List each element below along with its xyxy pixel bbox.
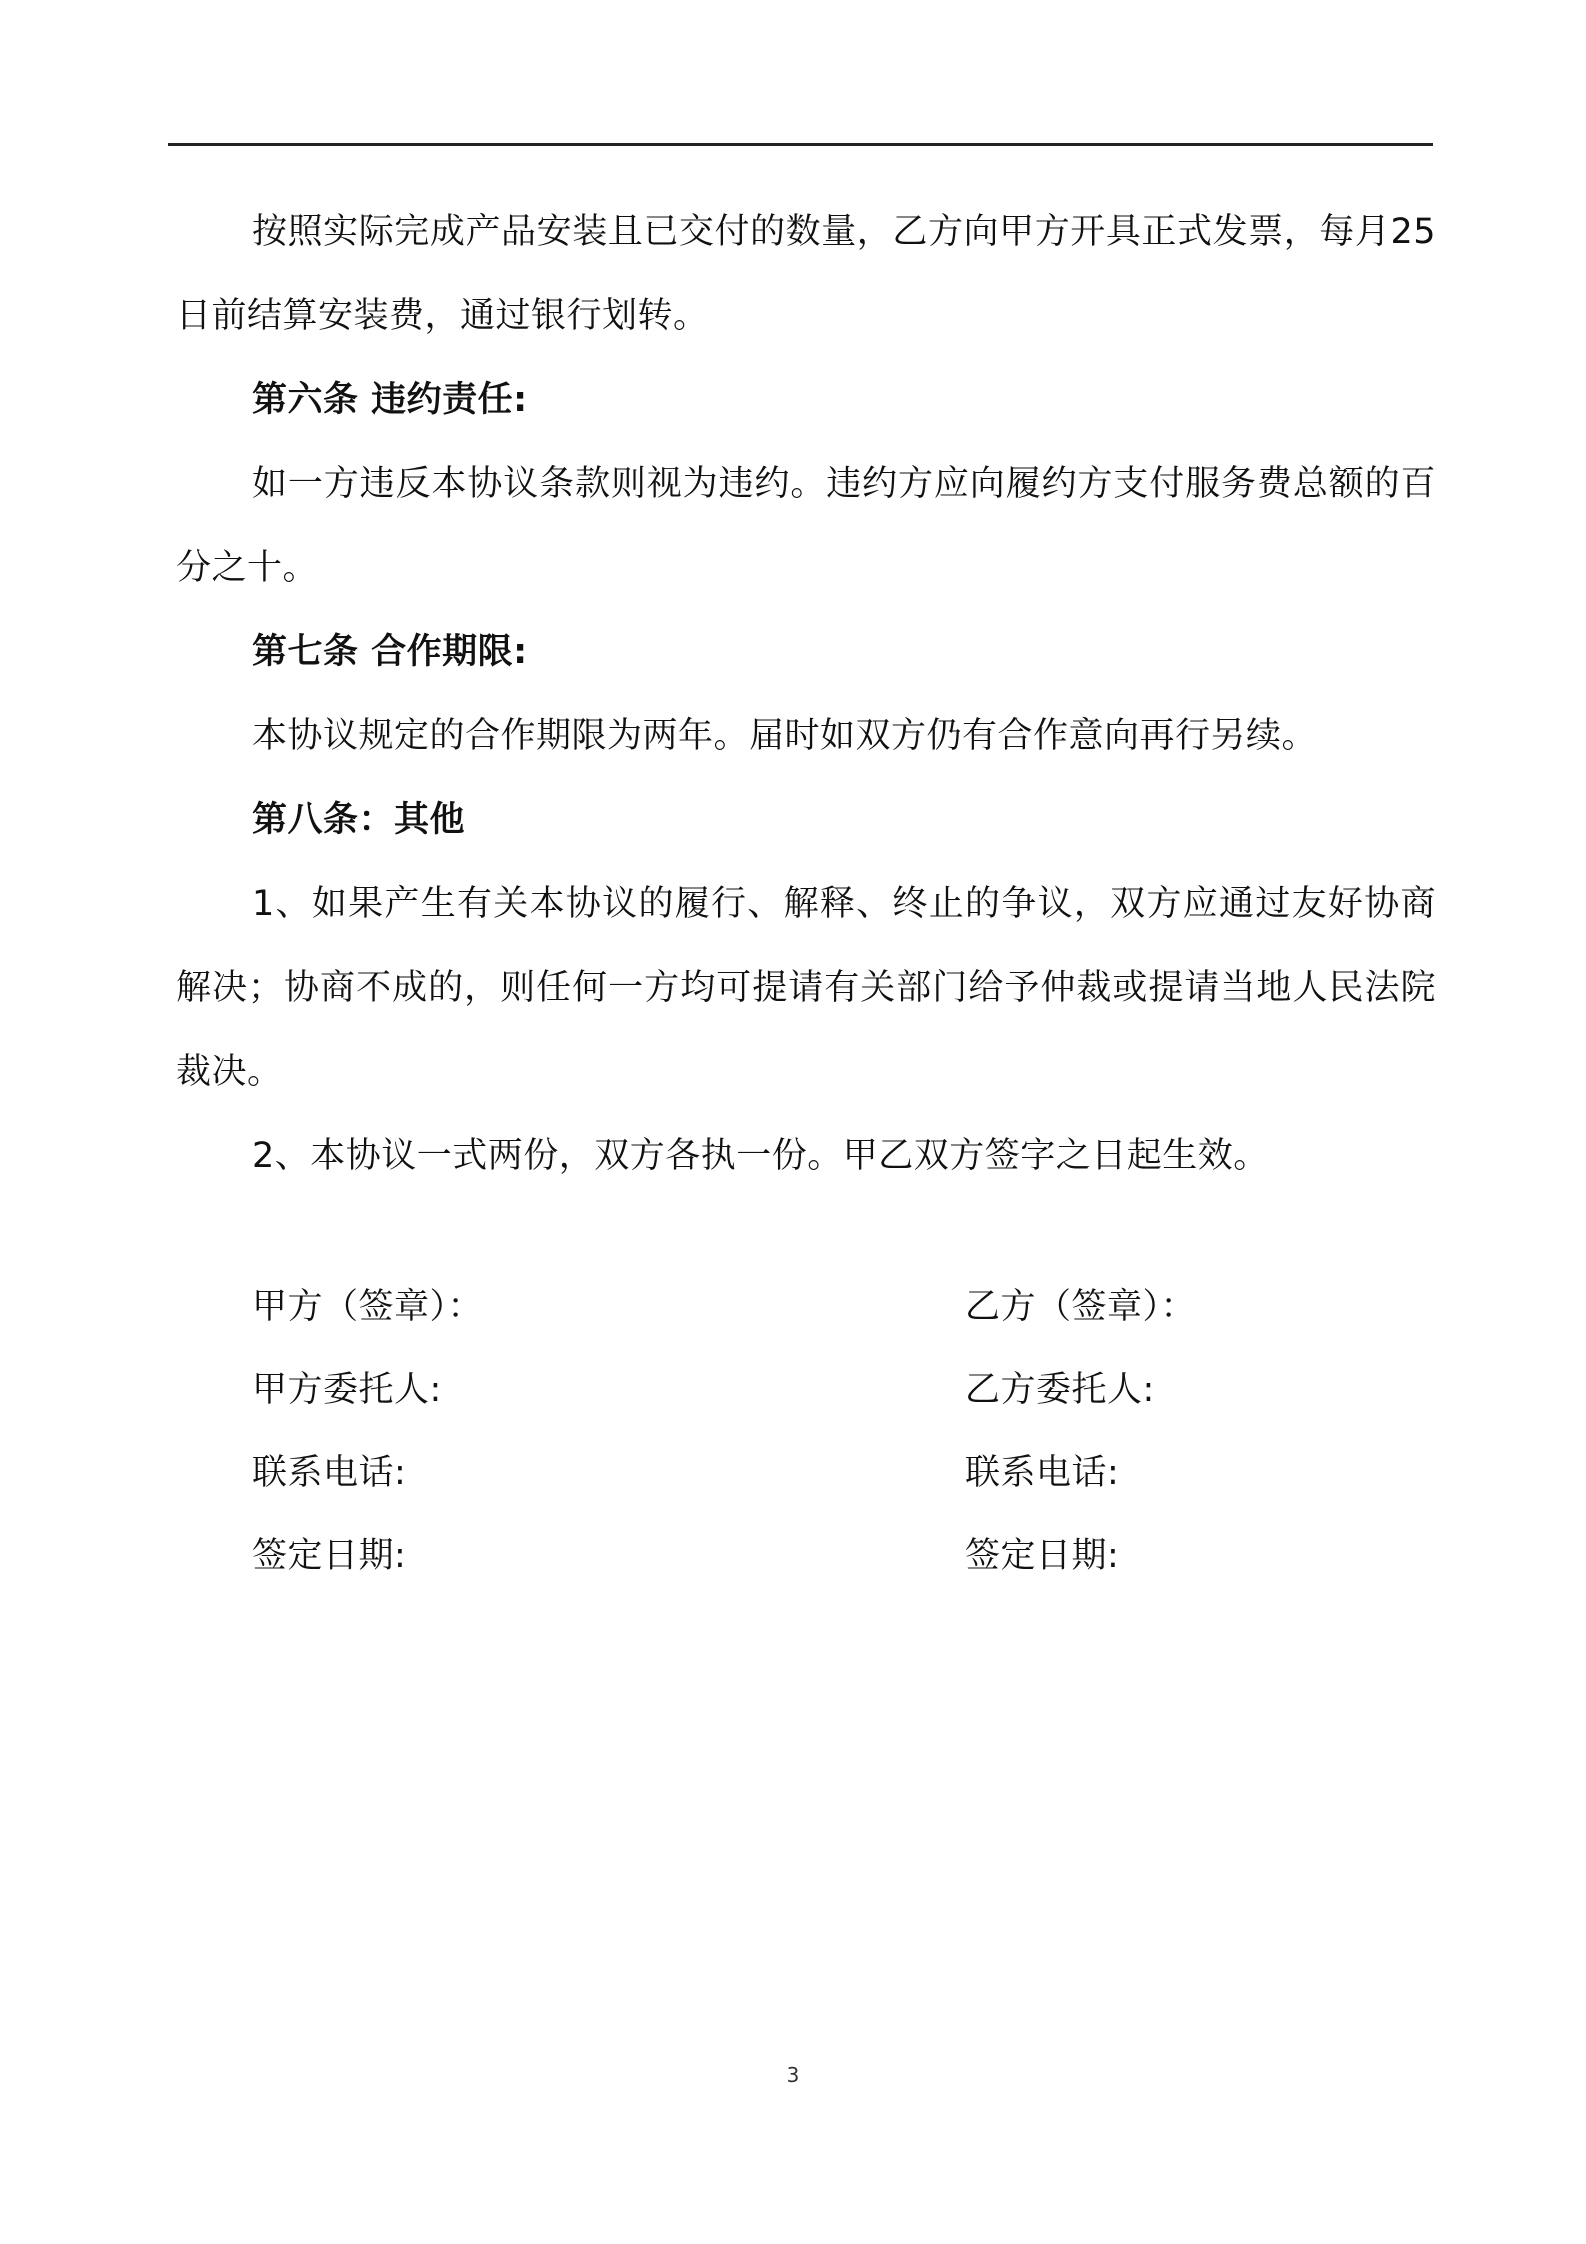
article-6-text: 如一方违反本协议条款则视为违约。违约方应向履约方支付服务费总额的百分之十。	[176, 464, 1436, 588]
article-7-text: 本协议规定的合作期限为两年。届时如双方仍有合作意向再行另续。	[252, 716, 1318, 756]
article-8-item-1: 1、如果产生有关本协议的履行、解释、终止的争议，双方应通过友好协商解决；协商不成的，则任何一方均可提请有关部门给予仲裁或提请当地人民法院裁决。	[176, 884, 1436, 1092]
article-8-item-2: 2、本协议一式两份，双方各执一份。甲乙双方签字之日起生效。	[252, 1136, 1269, 1176]
party-a-phone-label: 联系电话:	[252, 1453, 407, 1493]
article-8-heading: 第八条：其他	[252, 800, 466, 840]
article-6-heading: 第六条 违约责任:	[252, 380, 528, 420]
header-rule	[168, 143, 1433, 146]
party-a-date-label: 签定日期:	[252, 1536, 407, 1576]
party-b-date-label: 签定日期:	[965, 1536, 1120, 1576]
payment-clause: 按照实际完成产品安装且已交付的数量，乙方向甲方开具正式发票，每月25日前结算安装费，通过银行划转。	[176, 212, 1436, 336]
page-number: 3	[786, 2063, 800, 2087]
party-b-phone-label: 联系电话:	[965, 1453, 1120, 1493]
party-a-seal-label: 甲方（签章）：	[252, 1287, 484, 1327]
party-a-agent-label: 甲方委托人:	[252, 1370, 442, 1410]
party-b-seal-label: 乙方（签章）：	[965, 1287, 1197, 1327]
article-7-heading: 第七条 合作期限:	[252, 632, 528, 672]
contract-body	[176, 190, 1436, 1198]
party-b-agent-label: 乙方委托人:	[965, 1370, 1155, 1410]
